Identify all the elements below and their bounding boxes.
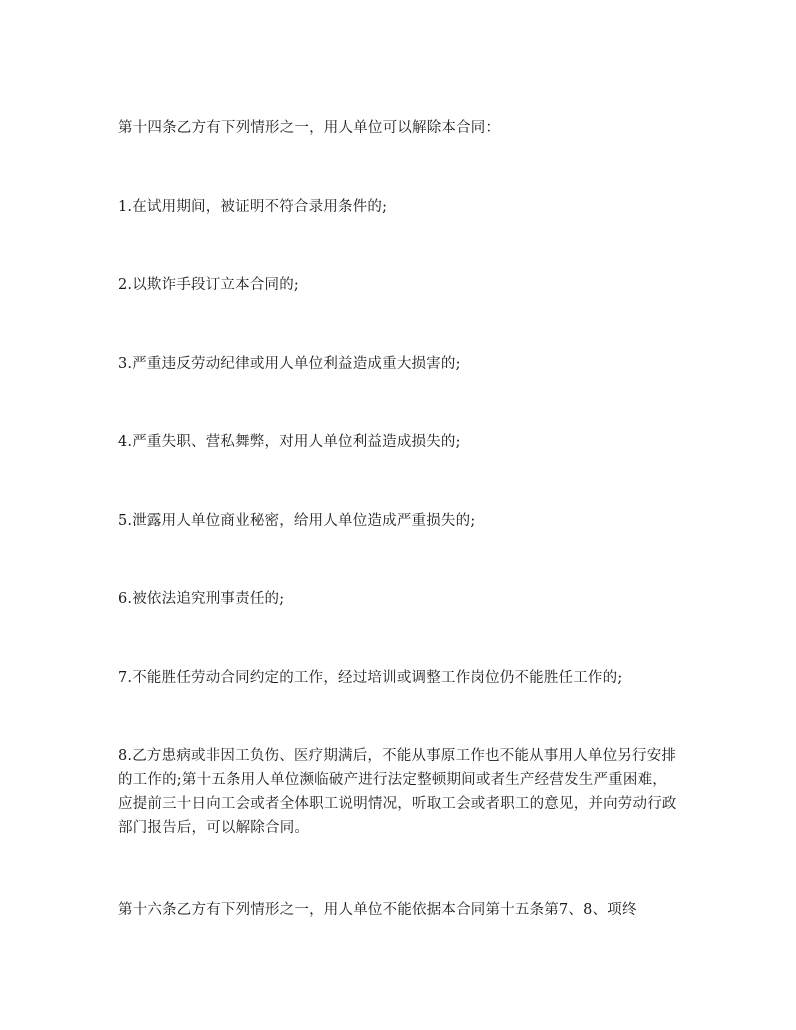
clause-item-3: 3.严重违反劳动纪律或用人单位利益造成重大损害的; bbox=[118, 356, 461, 372]
clause-item-4: 4.严重失职、营私舞弊，对用人单位利益造成损失的; bbox=[118, 434, 461, 450]
article-16-heading: 第十六条乙方有下列情形之一，用人单位不能依据本合同第十五条第7、8、项终 bbox=[118, 902, 637, 918]
clause-item-1: 1.在试用期间，被证明不符合录用条件的; bbox=[118, 199, 388, 215]
clause-item-8: 8.乙方患病或非因工负伤、医疗期满后，不能从事原工作也不能从事用人单位另行安排的工作的;第十五条用人单位濒临破产进行法定整顿期间或者生产经营发生严重困难，应提前三十日向工会或者全体职工说明情况，听取工会或者职工的意见，并向劳动行政部门报告后，可以解除合同。 bbox=[118, 748, 677, 836]
clause-item-5: 5.泄露用人单位商业秘密，给用人单位造成严重损失的; bbox=[118, 513, 476, 529]
article-14-heading: 第十四条乙方有下列情形之一，用人单位可以解除本合同： bbox=[118, 120, 501, 136]
clause-item-7: 7.不能胜任劳动合同约定的工作，经过培训或调整工作岗位仍不能胜任工作的; bbox=[118, 670, 623, 686]
clause-item-2: 2.以欺诈手段订立本合同的; bbox=[118, 277, 300, 293]
clause-item-6: 6.被依法追究刑事责任的; bbox=[118, 591, 285, 607]
